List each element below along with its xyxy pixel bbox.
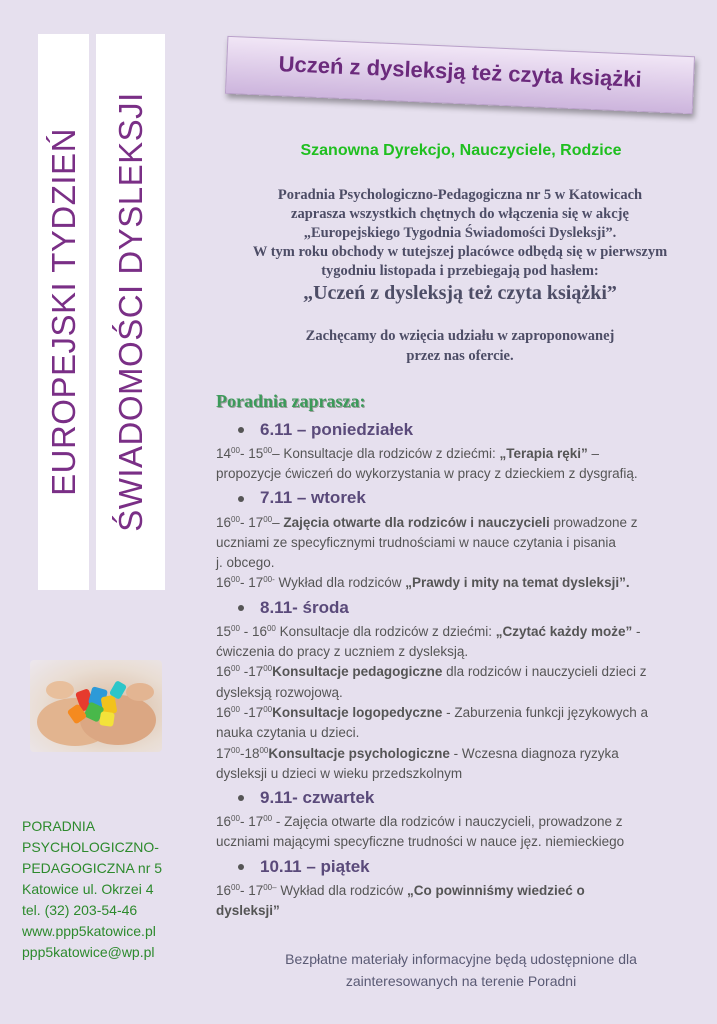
contact-line: PEDAGOGICZNA nr 5 xyxy=(22,860,163,876)
contact-website: www.ppp5katowice.pl xyxy=(22,923,156,939)
contact-email: ppp5katowice@wp.pl xyxy=(22,944,155,960)
intro-line: zaprasza wszystkich chętnych do włączenia się w akcję xyxy=(291,206,629,222)
day-heading: 6.11 – poniedziałek xyxy=(238,416,712,444)
event-line: uczniami mającymi specyficzne trudności w nauce jęz. niemieckiego xyxy=(216,834,625,850)
bullet-icon xyxy=(238,795,244,801)
section-title: Poradnia zaprasza: xyxy=(216,391,366,411)
day-heading: 10.11 – piątek xyxy=(238,853,712,881)
event-line: $16^{00}-$ $17^{00}-$ Zajęcia otwarte dla rodziców i nauczycieli prowadzone z xyxy=(216,514,638,530)
intro-line: W tym roku obchody w tutejszej placówce odbędą się w pierwszym xyxy=(252,244,668,260)
contact-line: PORADNIA xyxy=(22,818,96,834)
slogan: „Uczeń z dysleksją też czyta książki” xyxy=(303,282,617,304)
event-line: propozycje ćwiczeń do wykorzystania w pracy z dzieckiem z dysgrafią. xyxy=(216,466,638,482)
invite-line: Zachęcamy do wzięcia udziału w zaproponowanej xyxy=(305,328,615,344)
event-line: $17^{00}-18^{00}Konsultacje$ psychologiczne - Wczesna diagnoza ryzyka xyxy=(216,745,619,761)
bullet-icon xyxy=(238,496,244,502)
banner-text: Uczeń z dysleksją też czyta książki xyxy=(278,51,643,92)
footer-line: zainteresowanych na terenie Poradni xyxy=(345,973,577,989)
hands-letters-illustration xyxy=(30,660,162,752)
vertical-title-2: ŚWIADOMOŚCI DYSLEKSJI xyxy=(111,92,149,532)
day-heading: 9.11- czwartek xyxy=(238,784,712,812)
greeting: Szanowna Dyrekcjo, Nauczyciele, Rodzice xyxy=(300,142,622,159)
intro-line: Poradnia Psychologiczno-Pedagogiczna nr 5 w Katowicach xyxy=(277,187,643,203)
event-line: dysleksji u dzieci w wieku przedszkolnym xyxy=(216,765,463,781)
title-banner xyxy=(225,36,695,114)
event-schedule xyxy=(216,416,712,921)
event-line: ćwiczenia do pracy z uczniem z dysleksją. xyxy=(216,644,469,660)
event-line: $16^{00}$ $-17^{00}Konsultacje$ logopedyczne - Zaburzenia funkcji językowych a xyxy=(216,704,648,720)
bullet-icon xyxy=(238,864,244,870)
event-line: $14^{00}-$ $15^{00}-$ Konsultacje dla rodziców z dziećmi: „Terapia ręki” – xyxy=(216,446,600,461)
contact-address: Katowice ul. Okrzei 4 xyxy=(22,881,154,897)
event-line: $15^{00} - 16^{00}$ Konsultacje dla rodziców z dziećmi: „Czytać każdy może” - xyxy=(216,623,641,639)
invite-line: przez nas ofercie. xyxy=(406,348,514,364)
intro-line: „Europejskiego Tygodnia Świadomości Dysleksji”. xyxy=(303,225,617,241)
contact-line: PSYCHOLOGICZNO- xyxy=(22,839,159,855)
event-line: $16^{00}-$ $17^{00}$ - Zajęcia otwarte dla rodziców i nauczycieli, prowadzone z xyxy=(216,814,623,830)
day-heading: 7.11 – wtorek xyxy=(238,485,712,513)
event-line: nauka czytania u dzieci. xyxy=(216,725,360,741)
event-line: dysleksją rozwojową. xyxy=(216,684,343,700)
bullet-icon xyxy=(238,605,244,611)
hands-with-letters-photo xyxy=(30,660,162,752)
event-line: j. obcego. xyxy=(216,555,275,571)
bullet-icon xyxy=(238,427,244,433)
intro-line: tygodniu listopada i przebiegają pod hasłem: xyxy=(321,263,599,279)
vertical-title-column-1 xyxy=(38,34,89,590)
footer-note xyxy=(216,948,706,992)
vertical-title-1: EUROPEJSKI TYDZIEŃ xyxy=(44,128,82,496)
event-line: $16^{00}-$ $17^{00-}$ Wykład dla rodziców „Prawdy i mity na temat dysleksji”. xyxy=(216,575,630,591)
day-heading: 8.11- środa xyxy=(238,594,712,622)
event-line: uczniami ze specyficznymi trudnościami w nauce czytania i pisania xyxy=(216,534,616,550)
contact-block xyxy=(22,816,212,963)
vertical-title-column-2 xyxy=(96,34,165,590)
event-line: $16^{00}$ $-17^{00}Konsultacje$ pedagogiczne dla rodziców i nauczycieli dzieci z xyxy=(216,664,647,680)
event-line: dysleksji” xyxy=(216,903,280,919)
invitation-paragraph xyxy=(210,326,710,366)
intro-paragraph xyxy=(210,186,710,305)
footer-line: Bezpłatne materiały informacyjne będą udostępnione dla xyxy=(285,951,637,967)
contact-phone: tel. (32) 203-54-46 xyxy=(22,902,138,918)
event-line: $16^{00}-$ $17^{00-}$ Wykład dla rodziców „Co powinniśmy wiedzieć o xyxy=(216,882,585,898)
